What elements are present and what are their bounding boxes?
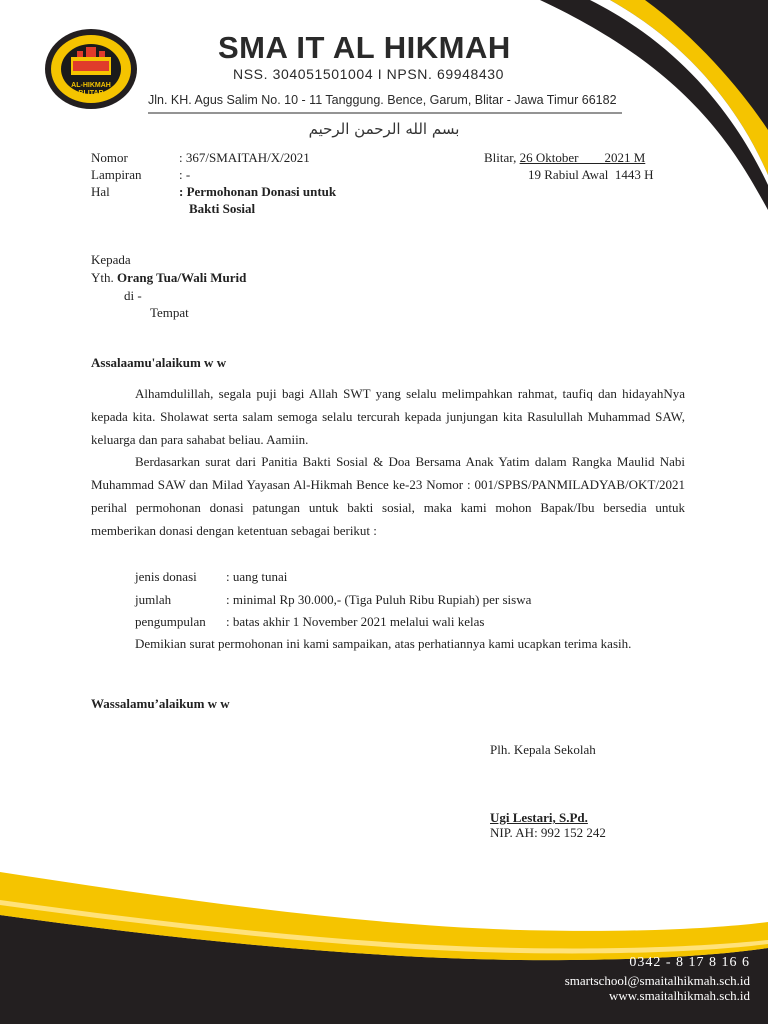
signature-name: Ugi Lestari, S.Pd. (490, 810, 588, 825)
nomor-label: Nomor (91, 150, 128, 165)
detail-label: pengumpulan (135, 614, 206, 629)
school-logo (43, 27, 139, 111)
detail-label: jenis donasi (135, 569, 197, 584)
paragraph-3-text: Demikian surat permohonan ini kami sampaikan, atas perhatiannya kami ucapkan terima kasih. (135, 636, 632, 651)
recipient-line (91, 269, 246, 286)
detail-row-2 (135, 591, 531, 608)
recipient-kepada: Kepada (91, 252, 131, 267)
detail-value: : uang tunai (226, 569, 288, 584)
body-paragraph-3 (91, 632, 685, 655)
detail-value: : batas akhir 1 November 2021 melalui wali kelas (226, 614, 485, 629)
signature-title: Plh. Kepala Sekolah (490, 742, 596, 757)
basmalah: بسم الله الرحمن الرحيم (308, 120, 460, 138)
detail-row-3 (135, 613, 484, 630)
lampiran-label: Lampiran (91, 167, 142, 182)
closing-salam: Wassalamu’alaikum w w (91, 696, 230, 711)
logo-label-1: AL-HIKMAH (71, 82, 111, 89)
date-hijri: 19 Rabiul Awal 1443 H (528, 167, 654, 182)
school-address: Jln. KH. Agus Salim No. 10 - 11 Tanggung. Bence, Garum, Blitar - Jawa Timur 66182 (148, 93, 617, 107)
detail-row-1 (135, 568, 287, 585)
paragraph-2-text: Berdasarkan surat dari Panitia Bakti Sosial & Doa Bersama Anak Yatim dalam Rangka Maulid Nabi Muhammad SAW dan Milad Yayasan Al-Hikmah Bence ke-23 Nomor : 001/SPBS/PANMILADYAB/OKT/2021 perihal permohonan donasi patungan untuk bakti sosial, maka kami mohon Bapak/Ibu bersedia untuk memberikan donasi dengan ketentuan sebagai berikut : (91, 454, 685, 538)
footer-website[interactable]: www.smaitalhikmah.sch.id (608, 988, 750, 1003)
date-masehi: 26 Oktober 2021 M (519, 150, 646, 165)
recipient-yth: Yth. (91, 270, 114, 285)
detail-value: : minimal Rp 30.000,- (Tiga Puluh Ribu Rupiah) per siswa (226, 592, 532, 607)
school-name: SMA IT AL HIKMAH (218, 30, 511, 65)
logo-label-2: BLITAR (78, 90, 104, 97)
opening-salam: Assalaamu'alaikum w w (91, 355, 227, 370)
footer-phone: 0342 - 8 17 8 16 6 (629, 955, 750, 970)
lampiran-value: : - (179, 167, 191, 182)
school-nss-npsn: NSS. 304051501004 I NPSN. 69948430 (233, 66, 505, 82)
letter-date (484, 149, 645, 166)
signature-nip: NIP. AH: 992 152 242 (490, 825, 606, 840)
recipient-di: di - (124, 288, 142, 303)
recipient-tempat: Tempat (150, 305, 189, 320)
hal-label: Hal (91, 184, 110, 199)
paragraph-1-text: Alhamdulillah, segala puji bagi Allah SWT yang selalu melimpahkan rahmat, taufiq dan hidayahNya kepada kita. Sholawat serta salam semoga selalu tercurah kepada junjungan kita Rasulullah Muhammad SAW, keluarga dan para sahabat beliau. Aamiin. (91, 386, 685, 447)
body-paragraph-2 (91, 450, 685, 542)
recipient-name: Orang Tua/Wali Murid (117, 270, 247, 285)
detail-label: jumlah (135, 592, 172, 607)
hal-value-2: Bakti Sosial (189, 201, 256, 216)
date-place: Blitar, (484, 150, 520, 165)
hal-value-1: : Permohonan Donasi untuk (179, 184, 337, 199)
nomor-value: : 367/SMAITAH/X/2021 (179, 150, 310, 165)
body-paragraph-1 (91, 382, 685, 451)
footer-email[interactable]: smartschool@smaitalhikmah.sch.id (564, 973, 750, 988)
